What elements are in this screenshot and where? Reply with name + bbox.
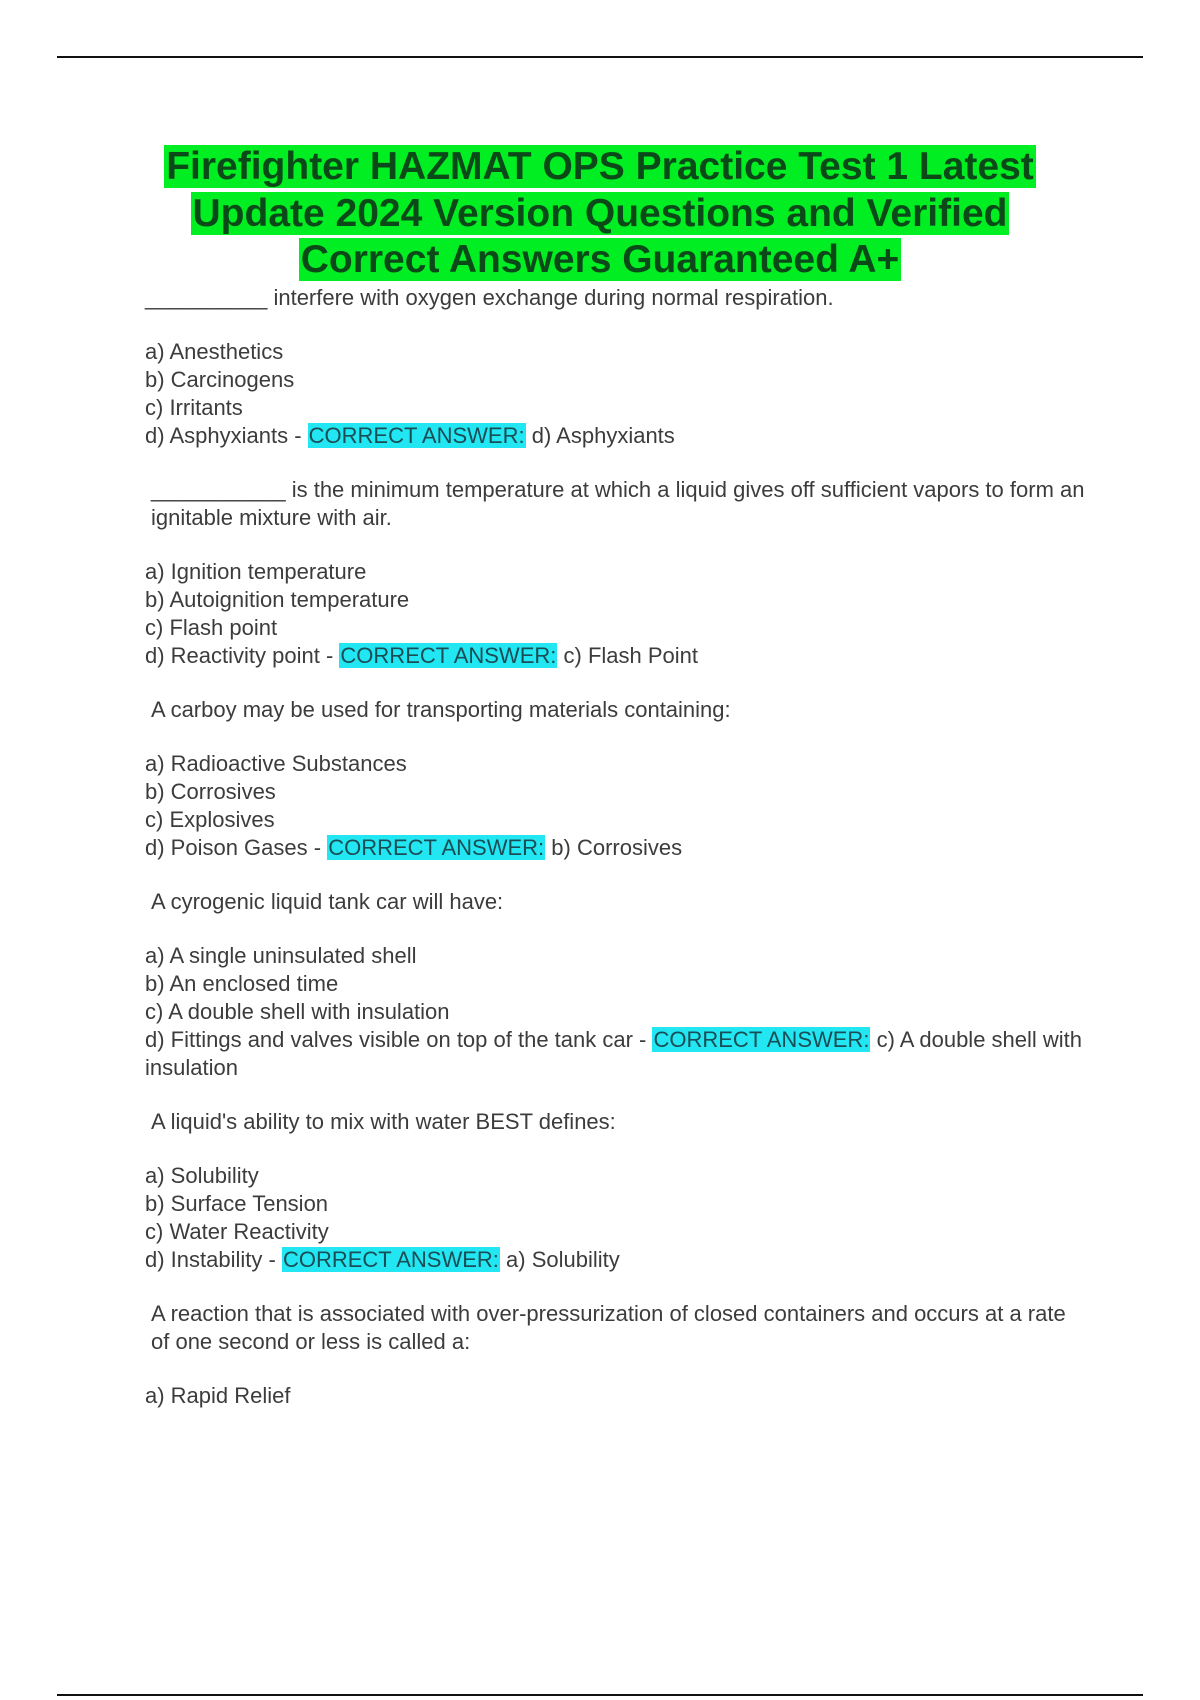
question-stem: ___________ is the minimum temperature at which a liquid gives off sufficient vapors to form an ignitable mixture with air. — [151, 477, 1085, 530]
choice: c) A double shell with insulation — [145, 999, 450, 1024]
choice: c) Irritants — [145, 395, 243, 420]
correct-answer-label: CORRECT ANSWER: — [282, 1247, 499, 1272]
choice-with-answer — [145, 422, 1085, 450]
correct-answer-label: CORRECT ANSWER: — [340, 643, 557, 668]
question-stem: A carboy may be used for transporting materials containing: — [151, 697, 731, 722]
choice: a) Ignition temperature — [145, 559, 367, 584]
correct-answer: a) Solubility — [506, 1247, 620, 1272]
correct-answer: c) Flash Point — [563, 643, 698, 668]
choice: d) Fittings and valves visible on top of the tank car - — [145, 1027, 647, 1052]
choice: b) An enclosed time — [145, 971, 339, 996]
bottom-rule — [57, 1694, 1143, 1696]
document-title: Firefighter HAZMAT OPS Practice Test 1 Latest Update 2024 Version Questions and Verified Correct Answers Guaranteed A+ — [166, 145, 1034, 281]
correct-answer: c) A double shell with insulation — [145, 1027, 1083, 1080]
choice: d) Poison Gases - — [145, 835, 322, 860]
choice: a) Solubility — [145, 1163, 259, 1188]
choice: d) Instability - — [145, 1247, 276, 1272]
choice: c) Explosives — [145, 807, 275, 832]
choice-list — [145, 750, 1085, 862]
choice: b) Carcinogens — [145, 367, 295, 392]
question-list — [145, 284, 1085, 1436]
title-block — [130, 144, 1070, 284]
choice-list — [145, 942, 1085, 1082]
choice: a) A single uninsulated shell — [145, 943, 417, 968]
correct-answer: b) Corrosives — [551, 835, 683, 860]
choice: b) Surface Tension — [145, 1191, 329, 1216]
choice: a) Radioactive Substances — [145, 751, 407, 776]
choice: d) Reactivity point - — [145, 643, 334, 668]
choice: c) Flash point — [145, 615, 278, 640]
question-stem: A cyrogenic liquid tank car will have: — [151, 889, 504, 914]
choice: c) Water Reactivity — [145, 1219, 329, 1244]
choice-with-answer — [145, 1026, 1085, 1082]
choice: a) Anesthetics — [145, 339, 284, 364]
choice: b) Autoignition temperature — [145, 587, 410, 612]
question-stem: A liquid's ability to mix with water BEST defines: — [151, 1109, 616, 1134]
correct-answer: d) Asphyxiants — [531, 423, 675, 448]
choice: b) Corrosives — [145, 779, 276, 804]
choice-list — [145, 338, 1085, 450]
choice: a) Rapid Relief — [145, 1383, 291, 1408]
correct-answer-label: CORRECT ANSWER: — [308, 423, 525, 448]
choice-with-answer — [145, 1246, 1085, 1274]
choice-list — [145, 558, 1085, 670]
choice-list — [145, 1162, 1085, 1274]
correct-answer-label: CORRECT ANSWER: — [328, 835, 545, 860]
top-rule — [57, 56, 1143, 58]
choice-list — [145, 1382, 1085, 1410]
choice: d) Asphyxiants - — [145, 423, 302, 448]
correct-answer-label: CORRECT ANSWER: — [653, 1027, 870, 1052]
choice-with-answer — [145, 642, 1085, 670]
question-stem: A reaction that is associated with over-pressurization of closed containers and occurs at a rate of one second or less is called a: — [151, 1301, 1066, 1354]
choice-with-answer — [145, 834, 1085, 862]
question-stem: __________ interfere with oxygen exchange during normal respiration. — [145, 285, 834, 310]
